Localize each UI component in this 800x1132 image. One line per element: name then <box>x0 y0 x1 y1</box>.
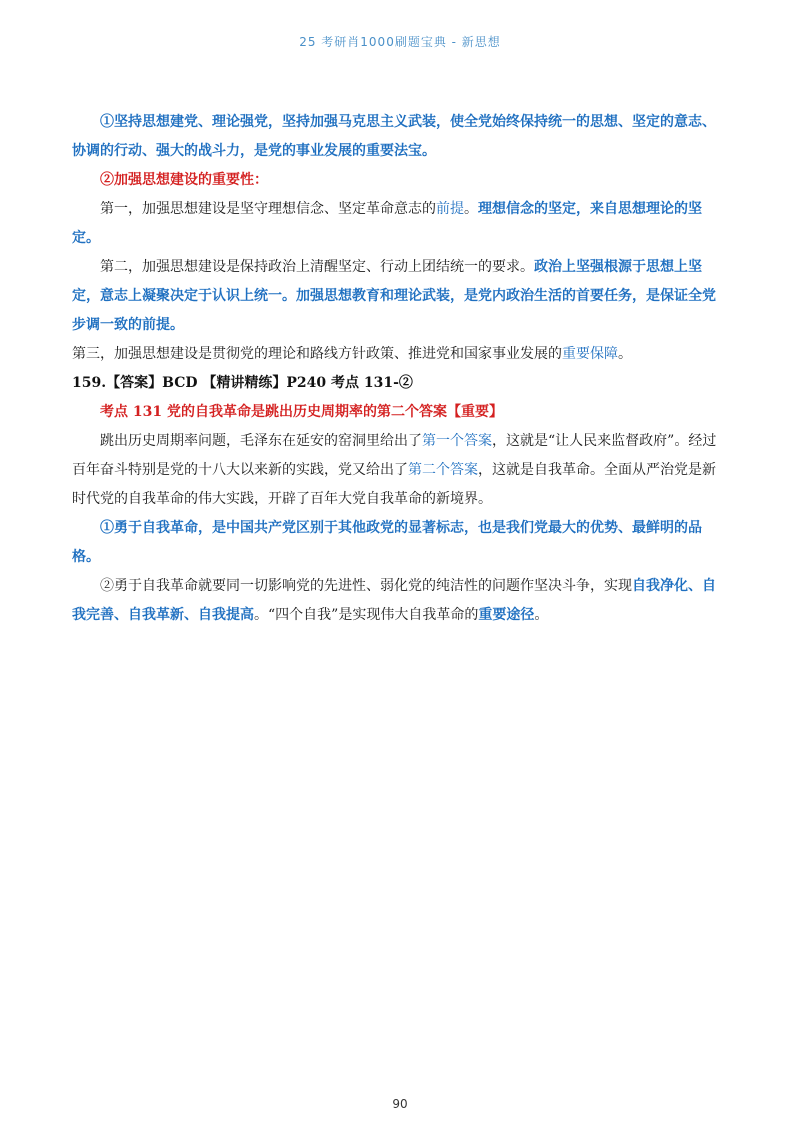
p6-text-a: 跳出历史周期率问题，毛泽东在延安的窑洞里给出了 <box>100 433 422 449</box>
paragraph-p8 <box>72 572 728 630</box>
p5-punct: 。 <box>618 346 632 362</box>
p8-text-b: 。“四个自我”是实现伟大自我革命的 <box>254 607 479 623</box>
page-number: 90 <box>392 1097 408 1111</box>
paragraph-p4 <box>72 253 728 340</box>
page-header: 25 考研肖1000刷题宝典 - 新思想 <box>299 35 501 49</box>
p3-text: 第一，加强思想建设是坚守理想信念、坚定革命意志的 <box>100 201 436 217</box>
p8-text-c: 。 <box>534 607 549 623</box>
p3-blue: 理想信念的坚定，来自思想理论的坚定。 <box>72 201 702 246</box>
paragraph-p3 <box>72 195 728 253</box>
paragraph-p7: ①勇于自我革命，是中国共产党区别于其他政党的显著标志，也是我们党最大的优势、最鲜明的品格。 <box>72 520 702 565</box>
p8-blue-b: 重要途径 <box>478 607 535 623</box>
paragraph-p1: ①坚持思想建党、理论强党，坚持加强马克思主义武装，使全党始终保持统一的思想、坚定的意志、协调的行动、强大的战斗力，是党的事业发展的重要法宝。 <box>72 114 716 159</box>
p6-highlight-a: 第一个答案 <box>422 433 492 449</box>
p3-punct: 。 <box>464 201 478 217</box>
p6-highlight-b: 第二个答案 <box>408 462 478 478</box>
p5-highlight: 重要保障 <box>562 346 618 362</box>
p8-blue-a: 自我净化、自我完善、自我革新、自我提高 <box>72 578 716 623</box>
paragraph-p5 <box>72 340 728 369</box>
p6-text-c: ，这就是自我革命。全面从严治党是新时代党的自我革命的伟大实践，开辟了百年大党自我革命的新境界。 <box>72 462 716 507</box>
p6-text-b: ，这就是“让人民来监督政府”。经过百年奋斗特别是党的十八大以来新的实践，党又给出了 <box>72 433 717 478</box>
p4-text: 第二，加强思想建设是保持政治上清醒坚定、行动上团结统一的要求。 <box>100 259 534 275</box>
page-content <box>72 108 728 630</box>
paragraph-p2: ②加强思想建设的重要性： <box>100 172 268 188</box>
p4-blue: 政治上坚强根源于思想上坚定，意志上凝聚决定于认识上统一。加强思想教育和理论武装，是党内政治生活的首要任务，是保证全党步调一致的前提。 <box>72 259 716 333</box>
p3-highlight: 前提 <box>436 201 464 217</box>
p5-text: 第三，加强思想建设是贯彻党的理论和路线方针政策、推进党和国家事业发展的 <box>72 346 562 362</box>
paragraph-p6 <box>72 427 728 514</box>
p8-text-a: ②勇于自我革命就要同一切影响党的先进性、弱化党的纯洁性的问题作坚决斗争，实现 <box>100 578 632 594</box>
kaodian-title: 考点 131 党的自我革命是跳出历史周期率的第二个答案【重要】 <box>100 404 503 420</box>
answer-159: 159.【答案】BCD 【精讲精练】P240 考点 131-② <box>72 375 413 391</box>
